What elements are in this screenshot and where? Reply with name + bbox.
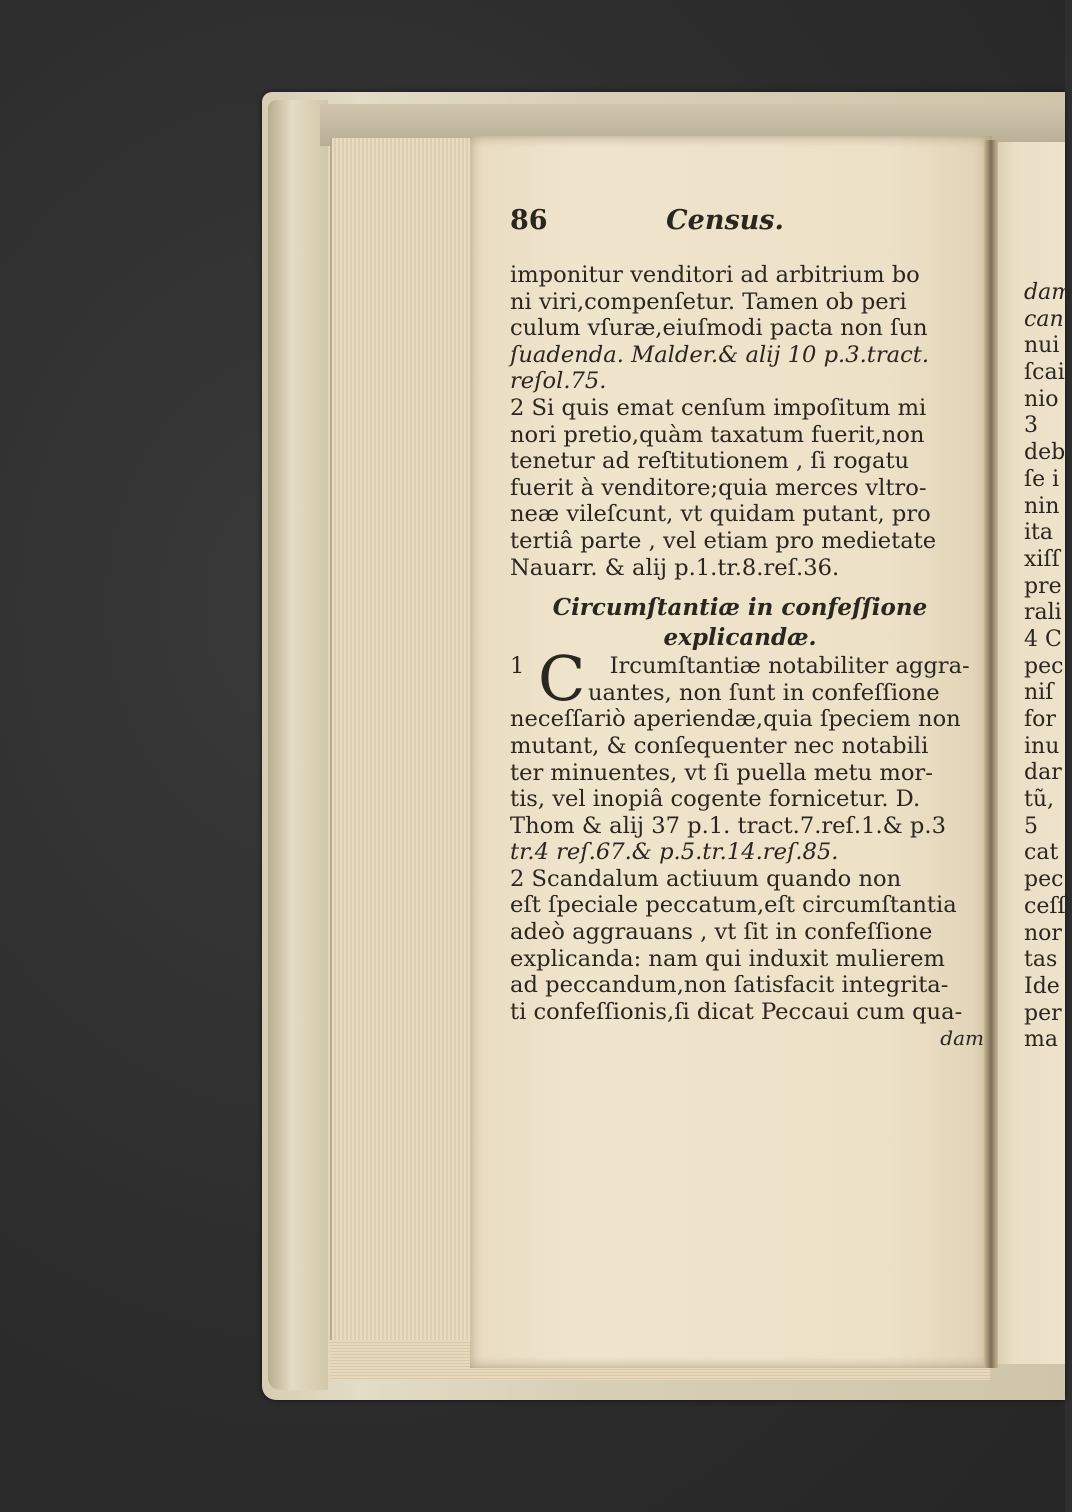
facing-line: 4 C xyxy=(1024,626,1062,652)
text-line: reſol.75. xyxy=(510,368,607,395)
text-line: Ircumſtantiæ notabiliter aggra- xyxy=(609,653,970,680)
facing-page-text xyxy=(1024,280,1072,1054)
facing-line: pre xyxy=(1024,573,1062,599)
facing-line: nin xyxy=(1024,493,1060,519)
facing-line: cat xyxy=(1024,840,1059,866)
text-line: eſt ſpeciale peccatum,eſt circumſtantia xyxy=(510,892,957,919)
running-title: Census. xyxy=(666,205,784,236)
text-line: imponitur venditori ad arbitrium bo xyxy=(510,262,920,288)
facing-line: ſcai xyxy=(1024,360,1065,386)
text-line: adeò aggrauans , vt ſit in confeſſione xyxy=(510,919,933,946)
facing-line: ita xyxy=(1024,520,1053,546)
text-line: tertiâ parte , vel etiam pro medietate xyxy=(510,527,937,554)
text-line: neæ vileſcunt, vt quidam putant, pro xyxy=(510,501,931,528)
text-line: uantes, non ſunt in confeſſione xyxy=(588,679,940,706)
facing-line: 3 xyxy=(1024,413,1038,439)
facing-line: nio xyxy=(1024,386,1059,412)
facing-line: can xyxy=(1024,306,1064,332)
text-line: mutant, & conſequenter nec notabili xyxy=(510,732,929,759)
facing-line: per xyxy=(1024,1000,1062,1026)
text-line: ter minuentes, vt ſi puella metu mor- xyxy=(510,759,933,786)
section-heading-line1: Circumſtantiæ in confeſſione xyxy=(552,594,928,622)
facing-line: xiſſ xyxy=(1024,546,1060,572)
text-line: Thom & alij 37 p.1. tract.7.reſ.1.& p.3 xyxy=(510,812,946,839)
facing-line: ceſſ xyxy=(1024,893,1066,919)
facing-line: deb xyxy=(1024,440,1066,466)
facing-line: for xyxy=(1024,707,1056,732)
drop-cap: C xyxy=(538,642,586,716)
catchword: dam xyxy=(940,1026,984,1051)
text-line: nori pretio,quàm taxatum fuerit,non xyxy=(510,421,925,448)
facing-line: dar xyxy=(1024,760,1062,786)
facing-line: nui xyxy=(1024,333,1060,359)
facing-line: tas xyxy=(1024,947,1058,973)
text-line: ſuadenda. Malder.& alij 10 p.3.tract. xyxy=(510,341,930,368)
section-heading-line2: explicandæ. xyxy=(663,624,817,652)
facing-line: pec xyxy=(1024,653,1064,679)
facing-line: tũ, xyxy=(1024,787,1055,813)
text-line: ti confeſſionis,ſi dicat Peccaui cum qua- xyxy=(510,998,963,1025)
facing-line: pec xyxy=(1024,867,1064,893)
text-line: neceſſariò aperiendæ,quia ſpeciem non xyxy=(510,706,961,733)
text-line: ni viri,compenſetur. Tamen ob peri xyxy=(510,288,907,315)
page-text xyxy=(510,205,990,1051)
page-header xyxy=(510,205,990,262)
facing-line: ſe i xyxy=(1024,466,1060,492)
text-line: explicanda: nam qui induxit mulierem xyxy=(510,945,945,972)
page-block-edges xyxy=(330,138,482,1378)
text-line: 2 Scandalum actiuum quando non xyxy=(510,865,902,892)
facing-line: nor xyxy=(1024,920,1062,946)
text-line: 2 Si quis emat cenſum impoſitum mi xyxy=(510,394,927,421)
facing-line: Ide xyxy=(1024,973,1060,999)
facing-line: inu xyxy=(1024,733,1060,759)
facing-line: rali xyxy=(1024,600,1062,626)
text-line: Nauarr. & alij p.1.tr.8.reſ.36. xyxy=(510,554,840,581)
facing-line: dam xyxy=(1024,280,1072,305)
text-line: tr.4 reſ.67.& p.5.tr.14.reſ.85. xyxy=(510,839,839,866)
text-line: fuerit à venditore;quia merces vltro- xyxy=(510,474,927,501)
facing-line: ma xyxy=(1024,1027,1058,1053)
text-line: tenetur ad reſtitutionem , ſi rogatu xyxy=(510,448,910,475)
paragraph-number: 1 xyxy=(510,653,525,680)
book-spine xyxy=(268,100,328,1390)
page-number: 86 xyxy=(510,205,548,236)
text-line: ad peccandum,non ſatisfacit integrita- xyxy=(510,972,949,999)
text-line: tis, vel inopiâ cogente fornicetur. D. xyxy=(510,786,921,813)
text-line: culum vſuræ,eiuſmodi pacta non ſun xyxy=(510,315,928,342)
facing-line: 5 xyxy=(1024,813,1038,839)
facing-line: niſ xyxy=(1024,680,1054,706)
